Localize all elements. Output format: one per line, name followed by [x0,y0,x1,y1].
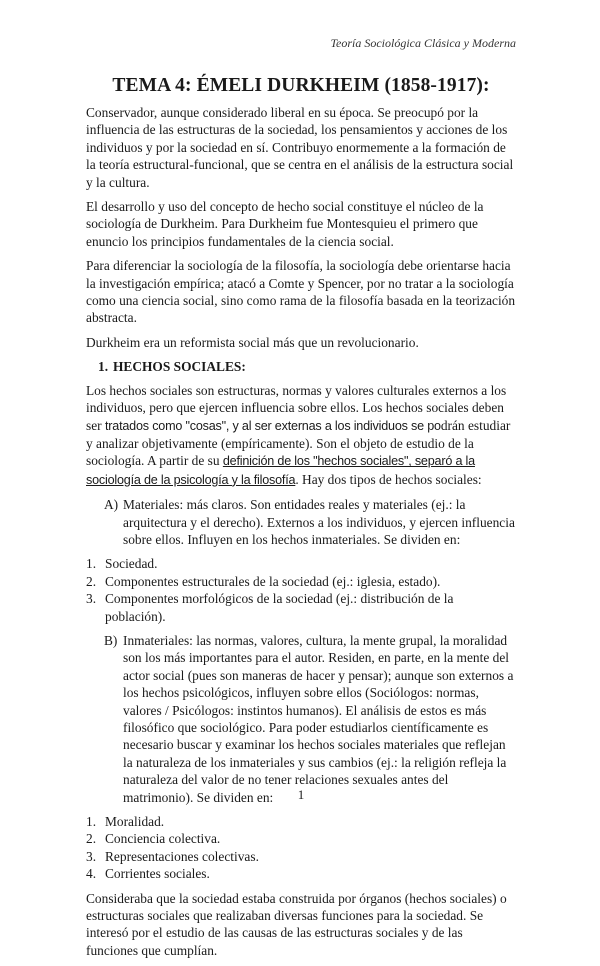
paragraph-hechos-intro [86,382,516,489]
tipo-inmateriales-text: Inmateriales: las normas, valores, cultura, la mente grupal, la moralidad son los más importantes para el autor. Residen, en parte, en la mente del actor social (pues son maneras de hacer y pensar); aunque son externos a los hechos psicológicos, influyen sobre ellos (Sociólogos: normas, valores / Psicólogos: instintos humanos). El análisis de estos es más filosófico que sociológico. Para poder estudiarlos científicamente es necesario buscar y examinar los hechos sociales materiales que reflejan la naturaleza de los inmateriales y sus cambios (ej.: la religión refleja la naturaleza del valor de no tener relaciones sexuales antes del matrimonio). Se dividen en: [123,632,514,805]
tipo-inmateriales [104,632,516,806]
list-item [86,555,516,572]
list-item [86,830,516,847]
list-number: 1. [86,814,97,830]
list-marker: A) [104,497,119,513]
list-number: 3. [86,591,97,607]
list-item [86,590,516,625]
running-header: Teoría Sociológica Clásica y Moderna [330,36,516,50]
hechos-text-3: . Hay dos tipos de hechos sociales: [295,471,482,487]
list-text: Sociedad. [105,556,158,572]
hechos-text-1: Los hechos sociales son estructuras, normas y valores culturales externos a los individuos, pero que ejercen influencia sobre ellos. Los hechos sociales deben ser [86,382,507,433]
paragraph-filosofia: Para diferenciar la sociología de la filosofía, la sociología debe orientarse hacia la investigación empírica; atacó a Comte y Spencer, por no tratar a la sociología como una ciencia social, sino como rama de la filosofía basada en la teorización abstracta. [86,258,516,326]
list-text: Componentes morfológicos de la sociedad (ej.: distribución de la población). [105,591,454,624]
paragraph-intro: Conservador, aunque considerado liberal en su época. Se preocupó por la influencia de las estructuras de la sociedad, los pensamientos y acciones de los individuos y por la sociedad en sí. Contribuyo enormemente a la formación de la teoría estructural-funcional, que se centra en el análisis de la estructura social y la cultura. [86,105,514,190]
list-item [86,573,516,590]
hechos-text-2: drán estudiar y analizar objetivamente (empíricamente). Son el objeto de estudio de la sociología. A partir de su [86,417,511,469]
list-marker: B) [104,632,118,648]
paragraph-hecho-social: El desarrollo y uso del concepto de hecho social constituye el núcleo de la sociología de Durkheim. Para Durkheim fue Montesquieu el primero que enuncio los principios fundamentales de la ciencia social. [86,199,484,249]
list-number: 4. [86,866,97,882]
hechos-highlight-2: definición de los "hechos sociales", separó a la sociología de la psicología y la filosofía [86,454,475,487]
tipo-materiales-text: Materiales: más claros. Son entidades reales y materiales (ej.: la arquitectura y el derecho). Externos a los individuos, y ejercen influencia sobre ellos. Influyen en los hechos inmateriales. Se dividen en: [123,497,515,547]
list-number: 2. [86,831,97,847]
list-item [86,865,516,882]
list-number: 3. [86,848,97,864]
tipo-materiales [104,496,516,548]
list-text: Representaciones colectivas. [105,848,259,864]
list-text: Componentes estructurales de la sociedad (ej.: iglesia, estado). [105,573,441,589]
page-title: TEMA 4: ÉMELI DURKHEIM (1858-1917): [112,75,490,96]
list-number: 2. [86,573,97,589]
section-number: 1. [98,359,109,375]
document-body [86,104,516,966]
list-text: Conciencia colectiva. [105,831,221,847]
page-number: 1 [297,787,305,802]
list-item [86,813,516,830]
materiales-list [86,555,516,625]
list-text: Corrientes sociales. [105,866,210,882]
paragraph-closing: Consideraba que la sociedad estaba construida por órganos (hechos sociales) o estructuras sociales que realizaban diversas funciones para la sociedad. Se interesó por el estudio de las causas de las estructuras sociales y de las funciones que cumplían. [86,890,507,958]
list-number: 1. [86,556,97,572]
section-title: HECHOS SOCIALES: [113,359,246,375]
list-text: Moralidad. [105,814,165,830]
hechos-highlight-1: tratados como "cosas", y al ser externas a los individuos se po [104,418,441,433]
paragraph-reformista: Durkheim era un reformista social más que un revolucionario. [86,334,419,350]
list-item [86,848,516,865]
section-heading [86,358,516,375]
